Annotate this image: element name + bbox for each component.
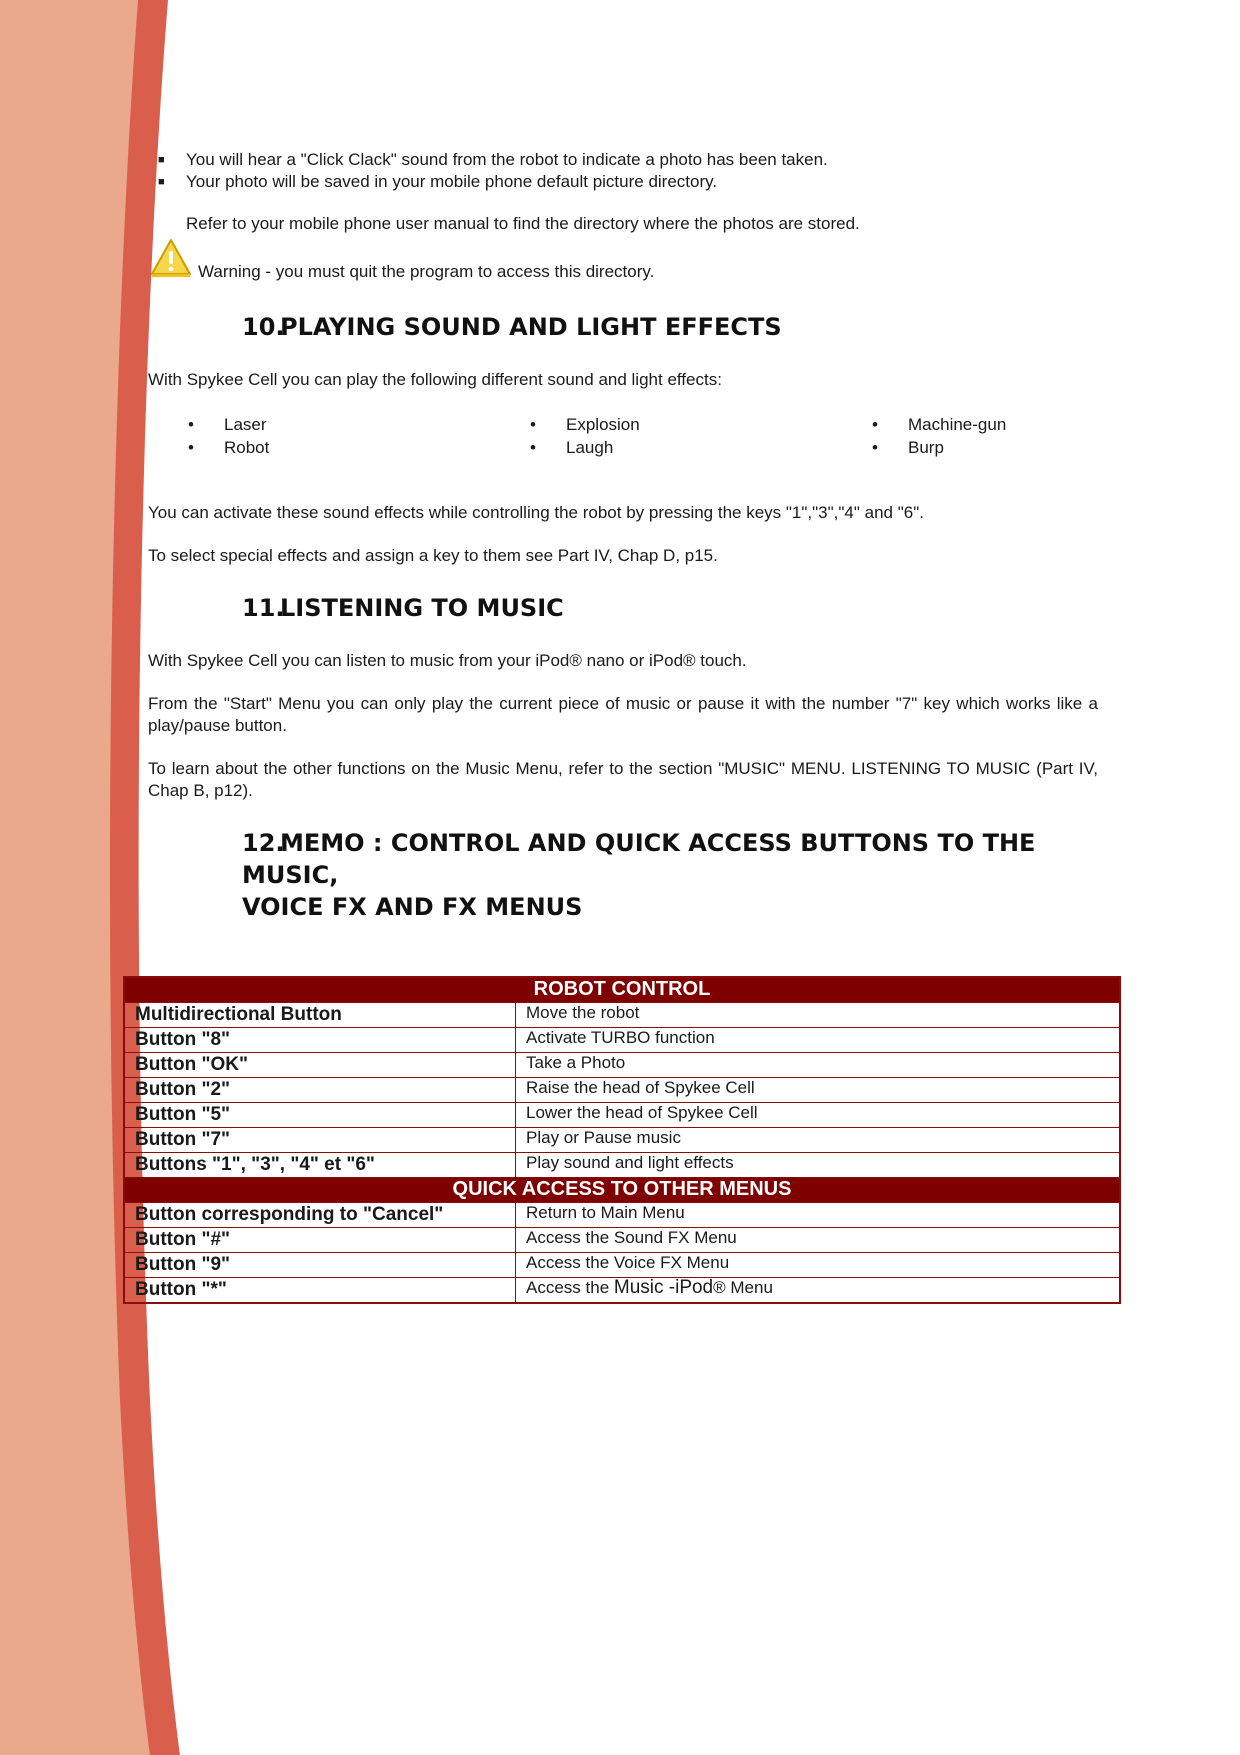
table-row: Button "*" Access the Music -iPod® Menu xyxy=(124,1278,1120,1304)
section-title-continued: VOICE FX AND FX MENUS xyxy=(242,893,583,921)
section-title: PLAYING SOUND AND LIGHT EFFECTS xyxy=(280,313,782,341)
section-heading-10 xyxy=(242,311,782,343)
section-number: 12. xyxy=(242,829,285,857)
table-row: Button "8" Activate TURBO function xyxy=(124,1028,1120,1053)
bullet-text: You will hear a "Click Clack" sound from the robot to indicate a photo has been taken. xyxy=(186,150,828,169)
table-row: Button "9" Access the Voice FX Menu xyxy=(124,1253,1120,1278)
list-item: • Laugh xyxy=(530,438,614,457)
table-row: Button "2" Raise the head of Spykee Cell xyxy=(124,1078,1120,1103)
table-row: Button corresponding to "Cancel" Return to Main Menu xyxy=(124,1203,1120,1228)
table-section-header: QUICK ACCESS TO OTHER MENUS xyxy=(124,1178,1120,1203)
list-item: • Explosion xyxy=(530,415,640,434)
refer-paragraph: Refer to your mobile phone user manual to find the directory where the photos are stored. xyxy=(186,214,860,233)
table-row: Button "7" Play or Pause music xyxy=(124,1128,1120,1153)
table-row: Button "OK" Take a Photo xyxy=(124,1053,1120,1078)
select-paragraph: To select special effects and assign a key to them see Part IV, Chap D, p15. xyxy=(148,546,718,565)
table-row: Button "#" Access the Sound FX Menu xyxy=(124,1228,1120,1253)
activate-paragraph: You can activate these sound effects while controlling the robot by pressing the keys "1","3","4" and "6". xyxy=(148,503,924,522)
section-title: MEMO : CONTROL AND QUICK ACCESS BUTTONS TO THE MUSIC, xyxy=(242,829,1036,889)
bullet-text: Your photo will be saved in your mobile phone default picture directory. xyxy=(186,172,718,191)
section11-paragraph-1: With Spykee Cell you can listen to music from your iPod® nano or iPod® touch. xyxy=(148,651,747,670)
section-heading-12 xyxy=(242,827,1102,923)
table-section-header: ROBOT CONTROL xyxy=(124,977,1120,1003)
warning-triangle-icon xyxy=(150,238,192,278)
list-item: • Robot xyxy=(188,438,270,457)
list-item: • Laser xyxy=(188,415,267,434)
warning-text: Warning - you must quit the program to access this directory. xyxy=(198,262,655,281)
table-row: Multidirectional Button Move the robot xyxy=(124,1003,1120,1028)
section11-paragraph-3: To learn about the other functions on the Music Menu, refer to the section "MUSIC" MENU. LISTENING TO MUSIC (Part IV, Chap B, p12). xyxy=(148,759,1098,800)
list-item: • Burp xyxy=(872,438,944,457)
list-item: • Machine-gun xyxy=(872,415,1007,434)
document-page: ■ You will hear a "Click Clack" sound from the robot to indicate a photo has been taken. ■ Your photo will be saved in your mobile phone default picture directory. Refer to your mobile phone user manual to find the directory where the photos are stored. Warning - you must quit the program to access this directory. 10.PLAYING SOUND AND LIGHT EFFECTS With Spykee Cell you can play the following different sound and light effects: • Laser • Robot • Explosion • Laugh • Machine-gun • Burp You can activate these sound effects while controlling the robot by pressing the keys "1","3","4" and "6". To select special effects and assign a key to them see Part IV, Chap D, p15. 11.LISTENING TO MUSIC With Spykee Cell you can listen to music from your iPod® nano or iPod® touch. From the "Start" Menu you can only play the current piece of music or pause it with the number "7" key which works like a play/pause button. To learn about the other functions on the Music Menu, refer to the section "MUSIC" MENU. LISTENING TO MUSIC (Part IV, Chap B, p12). 12.MEMO : CONTROL AND QUICK ACCESS BUTTONS TO THE MUSIC, VOICE FX AND FX MENUS ROBOT CONTROL Multidirectional Button Move the robot Button "8" Activate TURBO function Button "OK" Take a Photo Button "2" Raise the head of Spykee Cell Button "5" Lower the head of Spykee Cell Button "7" Play or Pause music Buttons "1", "3", "4" et "6" Play sound and light effects QUICK ACCESS TO OTHER MENUS Button corresponding to "Cancel" Return to Main Menu Button "#" Access the Sound FX Menu Button "9" Access the Voice FX Menu Button "*" Access the Music -iPod® Menu xyxy=(0,0,1240,1755)
section-number: 10. xyxy=(242,313,285,341)
effects-column xyxy=(872,413,1006,459)
section-heading-11 xyxy=(242,592,564,624)
section11-paragraph-2: From the "Start" Menu you can only play the current piece of music or pause it with the number "7" key which works like a play/pause button. xyxy=(148,694,1098,735)
section-number: 11. xyxy=(242,594,285,622)
memo-table xyxy=(123,976,1121,1304)
section-title: LISTENING TO MUSIC xyxy=(280,594,564,622)
section10-intro: With Spykee Cell you can play the following different sound and light effects: xyxy=(148,370,722,389)
table-row: Buttons "1", "3", "4" et "6" Play sound and light effects xyxy=(124,1153,1120,1178)
table-row: Button "5" Lower the head of Spykee Cell xyxy=(124,1103,1120,1128)
effects-column xyxy=(188,413,269,459)
effects-column xyxy=(530,413,640,459)
